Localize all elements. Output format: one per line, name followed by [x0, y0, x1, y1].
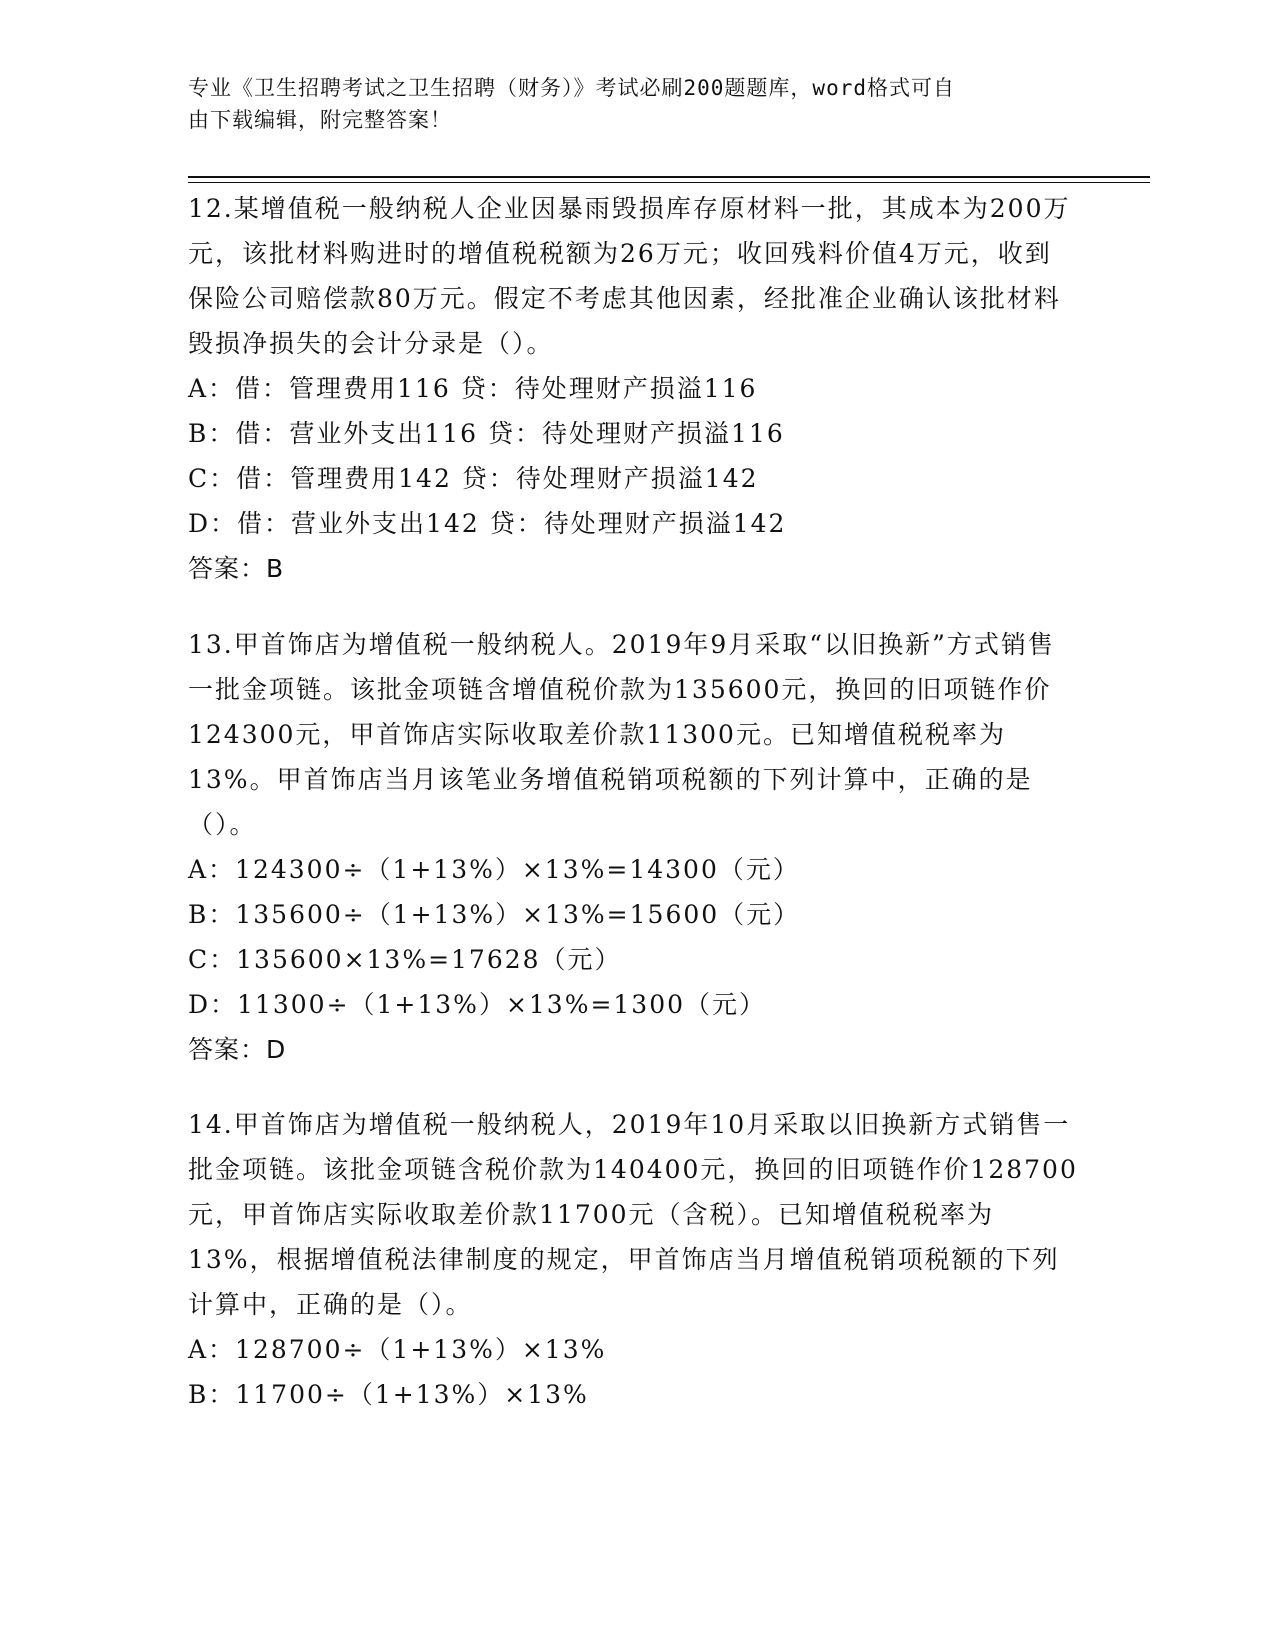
header-divider-thick — [188, 176, 1150, 178]
option-d: D：借：营业外支出142 贷：待处理财产损溢142 — [188, 509, 787, 538]
answer: 答案：B — [188, 554, 285, 583]
option-c: C：135600×13%=17628（元） — [188, 945, 622, 974]
option-d: D：11300÷（1+13%）×13%=1300（元） — [188, 990, 767, 1019]
option-b: B：135600÷（1+13%）×13%=15600（元） — [188, 900, 801, 929]
header-line-2: 由下载编辑，附完整答案！ — [188, 108, 452, 132]
question-stem: 12.某增值税一般纳税人企业因暴雨毁损库存原材料一批，其成本为200万元，该批材料购进时的增值税税额为26万元；收回残料价值4万元，收到保险公司赔偿款80万元。假定不考虑其他因素，经批准企业确认该批材料毁损净损失的会计分录是（）。 — [188, 194, 1071, 358]
question-stem: 13.甲首饰店为增值税一般纳税人。2019年9月采取“以旧换新”方式销售一批金项链。该批金项链含增值税价款为135600元，换回的旧项链作价124300元，甲首饰店实际收取差价款11300元。已知增值税税率为13%。甲首饰店当月该笔业务增值税销项税额的下列计算中，正确的是（）。 — [188, 630, 1055, 839]
question-stem: 14.甲首饰店为增值税一般纳税人，2019年10月采取以旧换新方式销售一批金项链。该批金项链含税价款为140400元，换回的旧项链作价128700元，甲首饰店实际收取差价款11700元（含税）。已知增值税税率为13%，根据增值税法律制度的规定，甲首饰店当月增值税销项税额的下列计算中，正确的是（）。 — [188, 1110, 1078, 1319]
option-a: A：借：管理费用116 贷：待处理财产损溢116 — [188, 374, 758, 403]
option-b: B：11700÷（1+13%）×13% — [188, 1380, 589, 1409]
option-b: B：借：营业外支出116 贷：待处理财产损溢116 — [188, 419, 785, 448]
option-a: A：124300÷（1+13%）×13%=14300（元） — [188, 855, 800, 884]
answer: 答案：D — [188, 1035, 287, 1064]
document-header — [188, 72, 1088, 136]
option-c: C：借：管理费用142 贷：待处理财产损溢142 — [188, 464, 759, 493]
header-divider-thin — [188, 182, 1150, 183]
option-a: A：128700÷（1+13%）×13% — [188, 1335, 607, 1364]
question-14 — [188, 1102, 1078, 1417]
header-line-1: 专业《卫生招聘考试之卫生招聘（财务）》考试必刷200题题库，word格式可自 — [188, 76, 955, 100]
question-12 — [188, 186, 1078, 591]
question-13 — [188, 622, 1078, 1072]
